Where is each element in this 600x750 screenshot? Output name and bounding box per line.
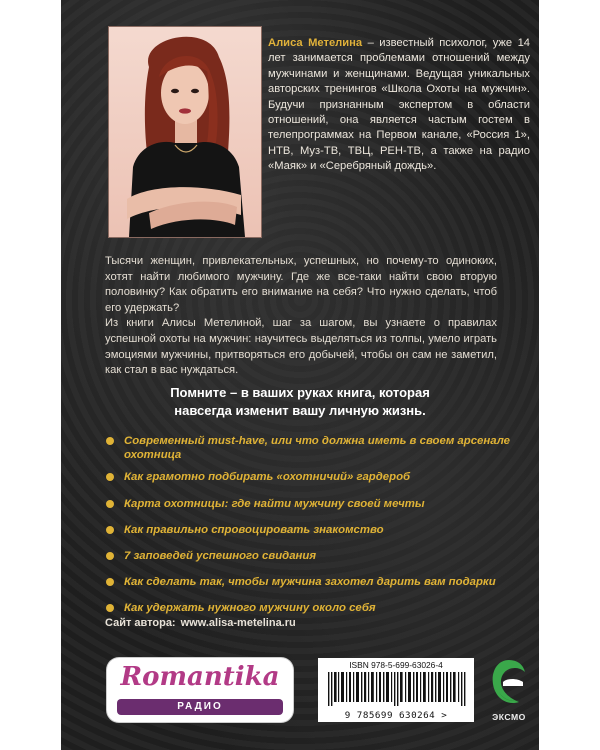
author-bio-text: – известный психолог, уже 14 лет занимается проблемами отношений между мужчинами и женщинами. Ведущая уникальных авторских тренингов «Школа Охоты на мужчин». Будучи признанным экспертом в области отношений, она является частым гостем в телепрограммах на Первом канале, «Россия 1», НТВ, Муз-ТВ, ТВЦ, РЕН-ТВ, а также на радио «Маяк» и «Серебряный дождь». — [268, 37, 531, 173]
bullet-dot-icon — [106, 578, 114, 586]
list-item: Карта охотницы: где найти мужчину своей мечты — [105, 497, 525, 511]
feature-list — [105, 434, 525, 616]
bullet-dot-icon — [106, 526, 114, 534]
isbn-digits: 9 785699 630264 > — [344, 710, 448, 721]
list-item: Как удержать нужного мужчину около себя — [105, 601, 525, 615]
bullet-dot-icon — [106, 473, 114, 481]
list-item: 7 заповедей успешного свидания — [105, 549, 525, 563]
website-label: Сайт автора: — [105, 617, 176, 629]
romantika-logo-text: Romantika — [120, 662, 280, 692]
bullet-dot-icon — [106, 437, 114, 445]
romantika-radio-label: РАДИО — [117, 699, 283, 715]
list-item: Современный must-have, или что должна иметь в своем арсенале охотница — [105, 434, 525, 462]
bullet-dot-icon — [106, 500, 114, 508]
bullet-dot-icon — [106, 604, 114, 612]
description-paragraph-2: Из книги Алисы Метелиной, шаг за шагом, вы узнаете о правилах успешной охоты на мужчин: научитесь выделяться из толпы, умело играть эмоциями мужчины, притворяться его добычей, чтобы он сам не заметил, как стал в вас нуждаться. — [105, 317, 497, 377]
isbn-text: ISBN 978-5-699-63026-4 — [349, 660, 443, 670]
eksmo-logo-icon — [489, 656, 529, 710]
barcode-icon — [322, 672, 470, 706]
list-item: Как сделать так, чтобы мужчина захотел дарить вам подарки — [105, 575, 525, 589]
book-description — [105, 254, 497, 379]
author-name: Алиса Метелина — [268, 37, 363, 49]
list-item: Как грамотно подбирать «охотничий» гардероб — [105, 470, 525, 484]
back-cover — [61, 0, 539, 750]
eksmo-name: ЭКСМО — [492, 712, 526, 722]
author-bio — [268, 36, 530, 175]
romantika-radio-logo — [107, 658, 293, 722]
isbn-barcode — [318, 658, 474, 722]
website-link[interactable]: www.alisa-metelina.ru — [180, 617, 296, 629]
author-website — [105, 617, 296, 629]
list-item: Как правильно спровоцировать знакомство — [105, 523, 525, 537]
author-portrait-image — [109, 27, 261, 237]
eksmo-publisher-logo — [489, 656, 529, 726]
author-photo — [108, 26, 262, 238]
description-paragraph-1: Тысячи женщин, привлекательных, успешных, но почему-то одиноких, хотят найти любимого мужчину. Где же все-таки найти свою вторую половинку? Как обратить его внимание на себя? Что нужно сделать, чтоб его удержать? — [105, 255, 497, 314]
bullet-dot-icon — [106, 552, 114, 560]
remember-callout: Помните – в ваших руках книга, которая навсегда изменит вашу личную жизнь. — [170, 385, 430, 418]
